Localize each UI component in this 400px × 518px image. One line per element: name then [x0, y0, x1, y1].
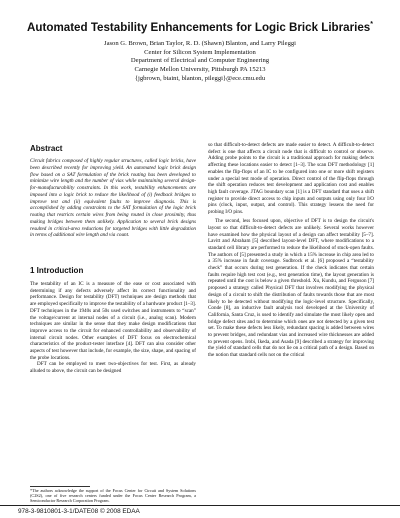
abstract-text: Circuit fabrics composed of highly regular structures, called logic bricks, have been described recently for improving yield. An automated logic brick design flow based on a SAT formulation of the brick routing has been developed to minimize wire length and the number of vias while maintaining several design-for-manufacturability constraints. In this work, testability enhancements are imposed into a logic brick to reduce the likelihood of (i) feedback bridges to improve test and (ii) equivalent faults to improve diagnosis. This is accomplished by adding constraints to the SAT formulation of the logic brick routing that restricts certain wires from being routed in close proximity, thus making bridges between them unlikely. Application to several brick designs resulted in critical-area reductions for targeted bridges with little degradation in terms of additional wire length and via count.	[30, 158, 196, 239]
footer-copyright: 978-3-9810801-3-1/DATE08 © 2008 EDAA	[18, 508, 140, 515]
title-text: Automated Testability Enhancements for Logic Brick Libraries	[27, 20, 371, 34]
author-names: Jason G. Brown, Brian Taylor, R. D. (Shawn) Blanton, and Larry Pileggi	[104, 40, 296, 47]
author-department: Department of Electrical and Computer Engineering	[130, 57, 270, 65]
footer-rule	[0, 505, 400, 506]
paper-title	[20, 18, 380, 35]
right-paragraph-1: so that difficult-to-detect defects are made easier to detect. A difficult-to-detect defect is one that affects a circuit node that is difficult to control or observe. Adding probe points to the circuit is a traditional approach for making defects affecting these locations easier to detect [1–3]. The scan DFT methodology [1] enables the flip-flops of an IC to be configured into one or more shift registers under a special test mode of operation. Direct control of the flip-flops through the shift operation reduces test development and application cost and enables high fault coverage. JTAG boundary scan [1] is a DFT standard that uses a shift register to provide direct access to chip inputs and outputs using only four I/O pins (clock, input, output, and control). This strategy lessens the need for probing I/O pins.	[208, 142, 374, 216]
abstract-heading: Abstract	[30, 144, 63, 153]
footnote-rule	[30, 486, 90, 487]
author-center: Center for Silicon System Implementation	[144, 48, 256, 56]
footnote: *The authors acknowledge the support of the Focus Center for Circuit and System Solutions (C2S2), one of five research centers funded under the Focus Center Research Program, a Semiconductor Research Corporation Program.	[30, 488, 196, 504]
author-block	[20, 40, 380, 84]
title-footnote-mark: *	[370, 21, 373, 28]
author-university: Carnegie Mellon University, Pittsburgh PA 15213	[134, 66, 266, 74]
introduction-heading: 1 Introduction	[30, 266, 84, 275]
author-emails: {jgbrown, btaint, blanton, pileggi}@ece.cmu.edu	[134, 74, 266, 82]
right-paragraph-2: The second, less focused upon, objective of DFT is to design the circuit's layout so that difficult-to-detect defects are unlikely. Several works however have examined how the physical layout of a design can affect testability [5–7]. Lavitt and Abraham [5] described layout-level DFT, where modifications to a standard cell library are performed to reduce the likelihood of stuck-open faults. The authors of [5] presented a study in which a 15% increase in chip area led to a 35% increase in fault coverage. Sudbrock et al. [6] proposed a “testability check” that occurs during test generation. If the check indicates that certain faults require high test cost (e.g., test generation time), the layout generation is repeated until the cost is below a given threshold. Xu, Kundu, and Ferguson [7] proposed a strategy called Physical DFT that involves modifying the physical design of a circuit to shift the distribution of faults towards those that are most likely to be detected without modifying the logic-level structure. Specifically, Conde [8], an inductive fault analysis tool developed at the University of California, Santa Cruz, is used to identify and simulate the most likely open and bridge defect sites and to determine which ones are not detected by a given test set. To make these defects less likely, redundant spacing is added between wires to prevent bridges, and redundant vias and increased wire thicknesses are added to prevent opens. Irobi, Ikeda, and Asada [9] described a strategy for improving the yield of standard cells that do not lie on a critical path of a design. Based on the notion that standard cells not on the critical	[208, 218, 374, 359]
introduction-body	[30, 281, 196, 375]
right-column	[208, 142, 374, 359]
intro-paragraph-2: DFT can be employed to meet two-objectives for test. First, as already alluded to above, the circuit can be designed	[30, 361, 196, 375]
intro-paragraph-1: The testability of an IC is a measure of the ease or cost associated with determining if any defects adversely affect its correct functionality and performance. Design for testability (DFT) techniques are design methods that are employed specifically to improve the testability of a hardware product [1–3]. DFT techniques in the 1940s and 50s used switches and instruments to “scan” the voltage/current at internal nodes of a circuit (i.e., analog scan). Modern techniques are similar in the sense that they make design modifications that improve access to the circuit for enhanced controllability and observability of internal circuit nodes. Other examples of DFT focus on electrochemical characteristics of the product-tester interface [4]. DFT can also consider other aspects of test however that include, for example, the size, shape, and spacing of the probe locations.	[30, 281, 196, 361]
